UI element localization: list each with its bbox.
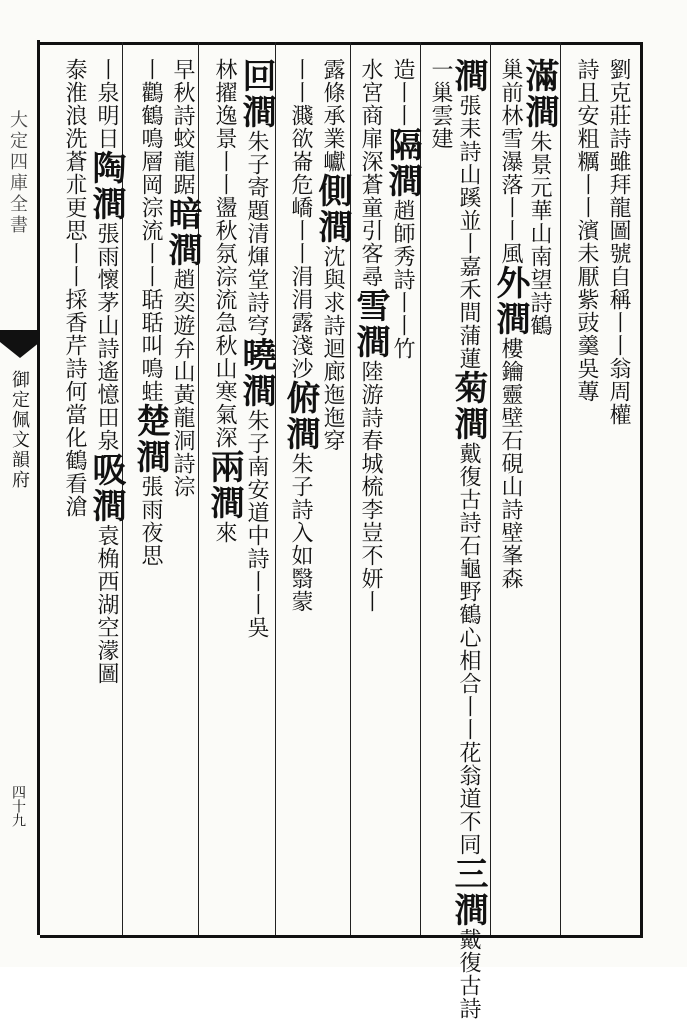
entry-text: 袁桷西湖空濛圖 bbox=[94, 524, 119, 685]
page-number: 四十九 bbox=[10, 785, 26, 827]
column-rule bbox=[560, 42, 561, 935]
entry-text: 陸游詩春城梳李豈不妍丨 bbox=[358, 360, 383, 613]
entry-text: 朱子詩入如翳蒙 bbox=[288, 452, 313, 613]
entry-heading: 楚澗 bbox=[130, 403, 170, 475]
text-column bbox=[206, 58, 242, 544]
entry-heading: 暗澗 bbox=[162, 196, 202, 268]
entry-heading: 三澗 bbox=[448, 856, 488, 928]
text-column bbox=[422, 58, 458, 150]
column-rule bbox=[275, 42, 276, 935]
entry-text: 趙師秀詩丨丨竹 bbox=[390, 199, 415, 360]
text-column bbox=[132, 58, 168, 567]
entry-text: 泰淮浪 bbox=[62, 58, 87, 127]
entry-heading: 外澗 bbox=[490, 265, 530, 337]
entry-text: 造丨丨 bbox=[390, 58, 415, 127]
entry-text: 張雨夜思 bbox=[138, 475, 163, 567]
text-column bbox=[238, 58, 274, 639]
entry-heading: 兩澗 bbox=[204, 449, 244, 521]
entry-text: 樓鑰靈壁石硯山詩壁峯森 bbox=[498, 337, 523, 590]
entry-text: 朱子寄題清煇堂詩穹 bbox=[244, 130, 269, 337]
entry-heading: 雪澗 bbox=[350, 288, 390, 360]
entry-heading: 俯澗 bbox=[280, 380, 320, 452]
entry-text: 丨丨濺欲崙 bbox=[288, 58, 313, 173]
entry-text: 張耒詩山蹊並丨嘉禾間蒲蓮 bbox=[456, 94, 481, 370]
entry-heading: 陶澗 bbox=[86, 150, 126, 222]
entry-heading: 側澗 bbox=[312, 173, 352, 245]
entry-text: 早秋詩蛟龍踞 bbox=[170, 58, 195, 196]
entry-text: 趙奕遊弁山黃龍洞詩淙 bbox=[170, 268, 195, 498]
entry-heading: 回澗 bbox=[236, 58, 276, 130]
entry-text: 危嶠丨丨涓涓露淺沙 bbox=[288, 173, 313, 380]
page-margin bbox=[0, 40, 40, 935]
entry-text: 洗蒼朮更思丨丨採香芹 bbox=[62, 127, 87, 357]
library-header: 大定四庫全書 bbox=[7, 110, 28, 236]
entry-heading: 滿澗 bbox=[519, 58, 559, 130]
entry-text: 淙流急秋山寒氣深 bbox=[212, 265, 237, 449]
entry-text: 沈與求詩迴廊迤迤穿 bbox=[320, 245, 345, 452]
entry-text: 林擢逸景丨丨盪秋氛 bbox=[212, 58, 237, 265]
text-column bbox=[88, 58, 124, 685]
entry-text: 一巢雲建 bbox=[428, 58, 453, 150]
book-title: 御定佩文韻府 bbox=[9, 370, 30, 490]
entry-heading: 曉澗 bbox=[236, 337, 276, 409]
entry-text: 扉深蒼童引客尋 bbox=[358, 127, 383, 288]
entry-heading: 隔澗 bbox=[382, 127, 422, 199]
text-column bbox=[600, 58, 636, 426]
text-column bbox=[282, 58, 318, 613]
entry-text: 來 bbox=[212, 521, 237, 544]
entry-text: 戴復古詩 bbox=[456, 928, 481, 1020]
column-text: 詩且安粗糲丨丨濱未厭紫豉羹吳蓴 bbox=[574, 58, 599, 403]
entry-heading: 澗 bbox=[448, 58, 488, 94]
entry-text: 丨泉明日 bbox=[94, 58, 119, 150]
entry-text: 巢前林雪瀑落丨丨風 bbox=[498, 58, 523, 265]
entry-text: 朱景元華山南望詩鶴 bbox=[527, 130, 552, 337]
entry-text: 張雨懷茅山詩遙憶田泉 bbox=[94, 222, 119, 452]
text-column bbox=[568, 58, 604, 403]
entry-text: 淙流丨丨聒聒叫鳴蛙 bbox=[138, 196, 163, 403]
text-column bbox=[492, 58, 528, 590]
entry-text: 丨鸛鶴鳴層岡 bbox=[138, 58, 163, 196]
column-text: 劉克莊詩雖拜龍圖號自稱丨丨翁周權 bbox=[606, 58, 631, 426]
text-column bbox=[450, 58, 486, 1020]
fish-tail-mark-icon bbox=[0, 330, 40, 360]
column-rule bbox=[490, 42, 491, 935]
entry-heading: 吸澗 bbox=[86, 452, 126, 524]
entry-text: 戴復古詩石龜野鶴心相合丨丨花翁道不同 bbox=[456, 442, 481, 856]
entry-text: 朱子南安道中詩丨丨吳 bbox=[244, 409, 269, 639]
entry-heading: 菊澗 bbox=[448, 370, 488, 442]
entry-text: 水宮商 bbox=[358, 58, 383, 127]
entry-text: 詩何當化鶴看滄 bbox=[62, 357, 87, 518]
entry-text: 露條承業巘 bbox=[320, 58, 345, 173]
text-column bbox=[56, 58, 92, 518]
text-column bbox=[352, 58, 388, 613]
